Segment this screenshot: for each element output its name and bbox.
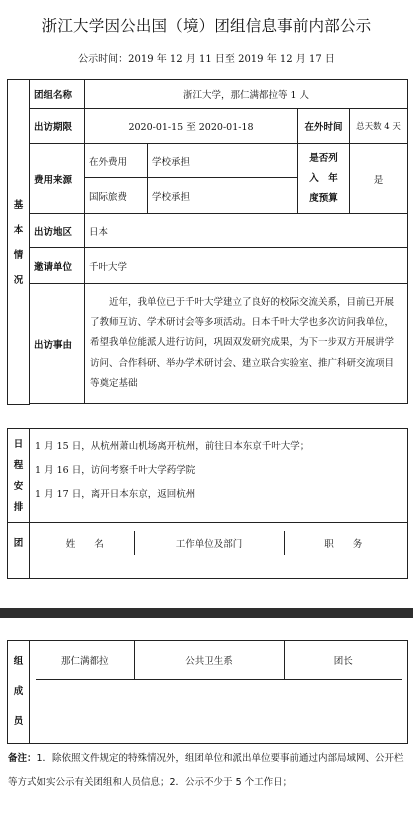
member-name: 那仁满都拉 [36, 641, 134, 679]
note-prefix: 备注： [8, 753, 37, 764]
group-name-value: 浙江大学，那仁满都拉等 1 人 [85, 80, 408, 109]
abroad-time-label: 在外时间 [298, 109, 350, 144]
region-value: 日本 [85, 214, 408, 248]
inviter-value: 千叶大学 [85, 248, 408, 284]
schedule-item: 1 月 15 日，从杭州萧山机场离开杭州，前往日本东京千叶大学； [35, 441, 310, 452]
section-group: 团 [8, 523, 30, 579]
row-reason [8, 284, 408, 404]
header-unit: 工作单位及部门 [134, 531, 284, 555]
header-title: 职 务 [324, 539, 363, 550]
abroad-cost-label: 在外费用 [85, 144, 148, 178]
row-funding-1 [8, 144, 408, 178]
reason-value: 近年，我单位已于千叶大学建立了良好的校际交流关系，目前已开展了教师互访、学术研讨会等多项活动。日本千叶大学也多次访问我单位，希望我单位能派人进行访问，巩固双发研究成果，为下一步双方开展讲学访问、合作科研、举办学术研讨会、建立联合实验室、推广科研交流项目等奠定基础 [85, 284, 408, 404]
schedule-list [30, 429, 408, 523]
section-schedule: 日 程 安 排 [8, 429, 30, 523]
budget-value: 是 [350, 144, 408, 214]
member-title: 团长 [284, 641, 402, 679]
section-members: 组 成 员 [8, 641, 30, 744]
publication-time: 公示时间：2019 年 12 月 11 日至 2019 年 12 月 17 日 [78, 54, 335, 65]
abroad-time-value: 总天数 4 天 [350, 109, 408, 144]
schedule-item: 1 月 16 日，访问考察千叶大学药学院 [35, 465, 196, 476]
info-table [7, 79, 408, 405]
group-header-table [7, 522, 408, 579]
abroad-cost-value: 学校承担 [148, 144, 298, 178]
note-text: 1．除依照文件规定的特殊情况外，组团单位和派出单位要事前通过内部局域网、公开栏等方式如实公示有关团组和人员信息；2．公示不少于 5 个工作日； [8, 753, 404, 788]
period-value: 2020-01-15 至 2020-01-18 [85, 109, 298, 144]
header-name: 姓 名 [36, 531, 134, 555]
member-row-table [36, 641, 402, 680]
period-label: 出访期限 [30, 109, 85, 144]
member-unit: 公共卫生系 [134, 641, 284, 679]
reason-label: 出访事由 [30, 284, 85, 404]
row-period [8, 109, 408, 144]
page-break-band [0, 608, 413, 618]
inviter-label: 邀请单位 [30, 248, 85, 284]
travel-cost-value: 学校承担 [148, 178, 298, 214]
group-name-label: 团组名称 [30, 80, 85, 109]
footnote [8, 747, 408, 795]
page-title: 浙江大学因公出国（境）团组信息事前内部公示 [41, 17, 372, 35]
region-label: 出访地区 [30, 214, 85, 248]
budget-label: 是否列 入 年 度预算 [298, 144, 350, 214]
member-header [36, 531, 402, 555]
schedule-table [7, 428, 408, 523]
row-region [8, 214, 408, 248]
members-table [7, 640, 408, 744]
travel-cost-label: 国际旅费 [85, 178, 148, 214]
row-group-name [8, 80, 408, 109]
schedule-item: 1 月 17 日，离开日本东京，返回杭州 [35, 489, 196, 500]
row-inviter [8, 248, 408, 284]
member-row [36, 641, 402, 679]
section-basic: 基 本 情 况 [8, 80, 30, 405]
funding-label: 费用来源 [30, 144, 85, 214]
